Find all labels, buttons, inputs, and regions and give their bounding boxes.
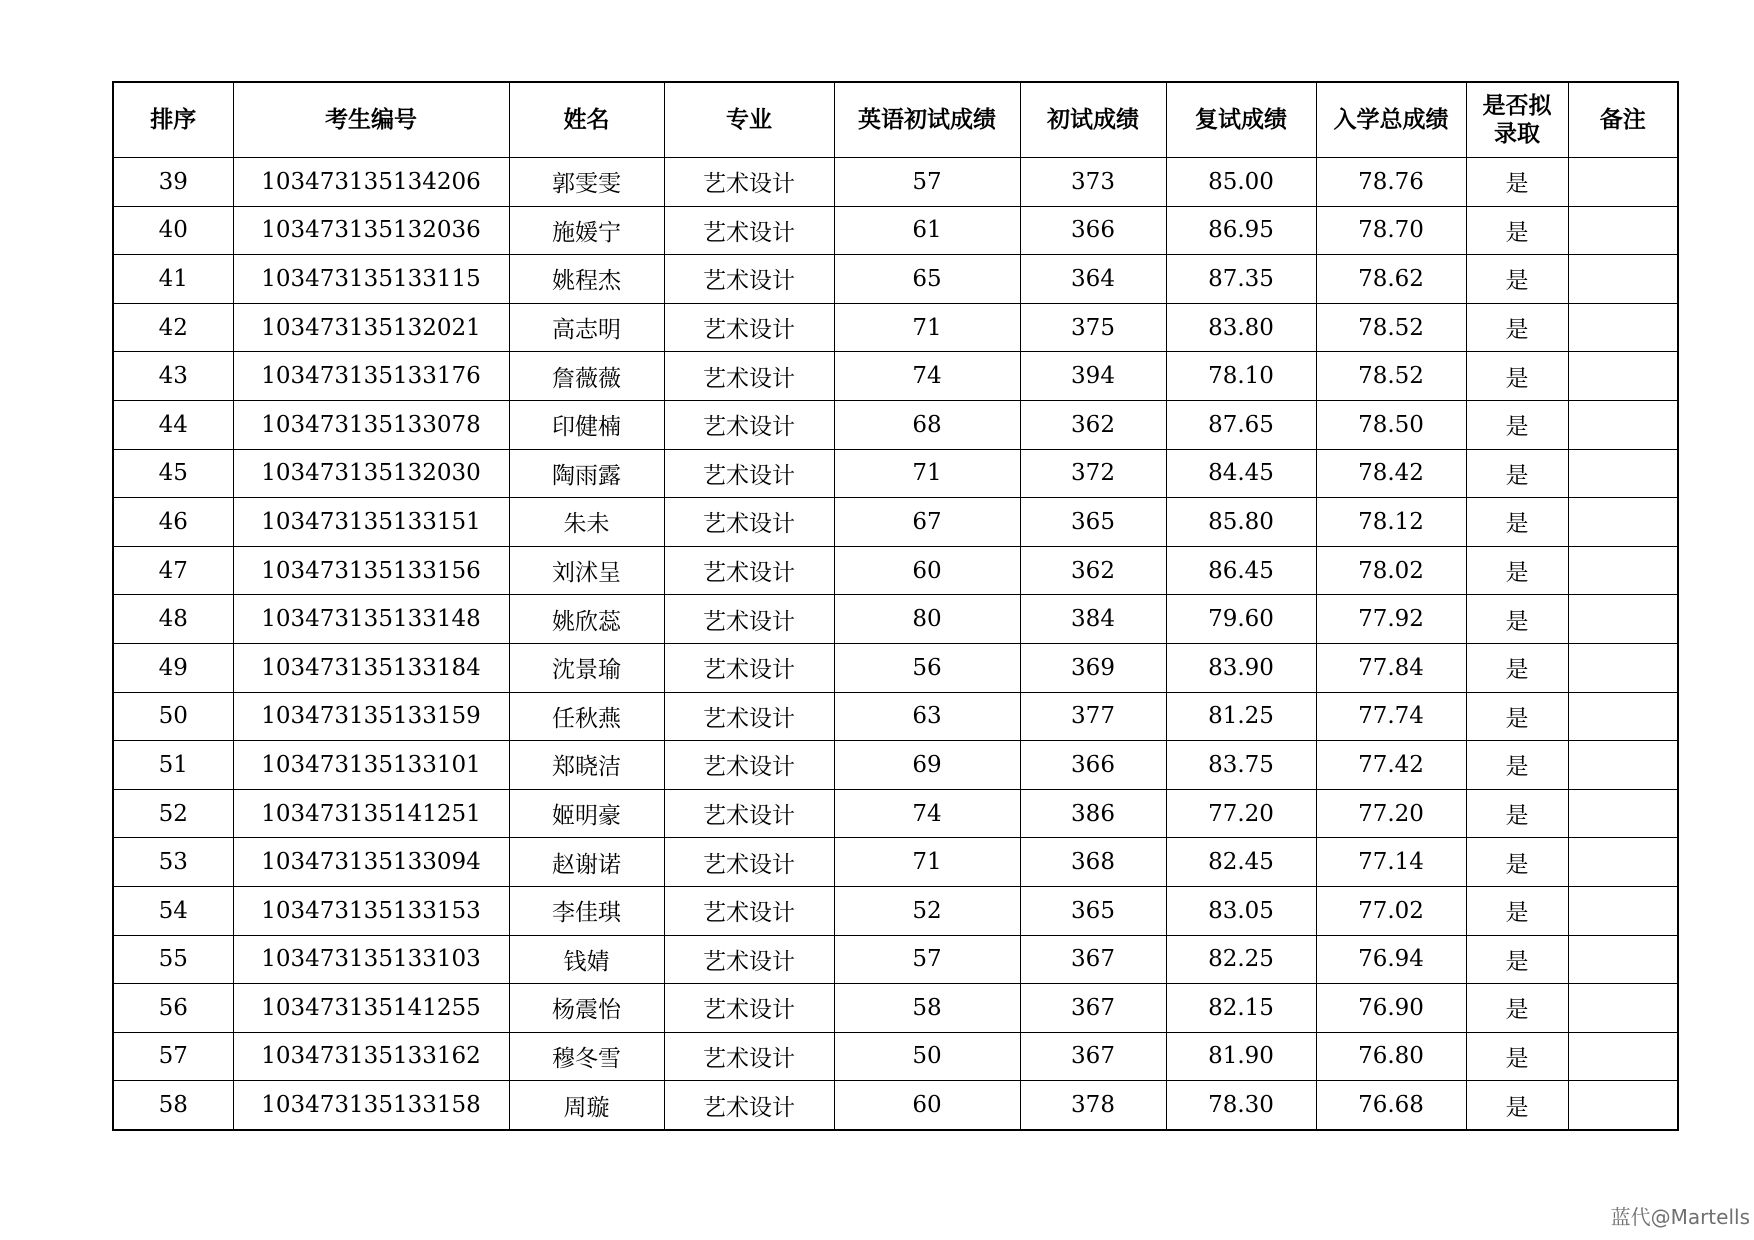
cell-name: 姬明豪 (509, 789, 664, 838)
cell-english-prelim: 74 (834, 352, 1020, 401)
cell-rank: 52 (113, 789, 233, 838)
cell-retest: 81.25 (1166, 692, 1316, 741)
cell-english-prelim: 63 (834, 692, 1020, 741)
cell-english-prelim: 50 (834, 1032, 1020, 1081)
cell-remark (1568, 789, 1678, 838)
cell-major: 艺术设计 (664, 546, 834, 595)
cell-retest: 87.65 (1166, 400, 1316, 449)
cell-exam-id: 103473135133148 (233, 595, 509, 644)
table-row (113, 595, 1678, 644)
header-total: 入学总成绩 (1316, 82, 1466, 158)
cell-retest: 83.75 (1166, 741, 1316, 790)
cell-admit: 是 (1466, 935, 1568, 984)
cell-retest: 83.05 (1166, 886, 1316, 935)
table-row (113, 741, 1678, 790)
cell-exam-id: 103473135133101 (233, 741, 509, 790)
table-row (113, 789, 1678, 838)
cell-remark (1568, 303, 1678, 352)
watermark: 蓝代@Martells (1610, 1205, 1750, 1229)
cell-total: 78.42 (1316, 449, 1466, 498)
cell-major: 艺术设计 (664, 838, 834, 887)
cell-exam-id: 103473135133151 (233, 498, 509, 547)
cell-retest: 83.90 (1166, 643, 1316, 692)
cell-prelim: 373 (1020, 158, 1166, 207)
cell-prelim: 394 (1020, 352, 1166, 401)
cell-name: 任秋燕 (509, 692, 664, 741)
cell-remark (1568, 1081, 1678, 1130)
cell-rank: 46 (113, 498, 233, 547)
cell-name: 李佳琪 (509, 886, 664, 935)
cell-total: 76.94 (1316, 935, 1466, 984)
cell-remark (1568, 1032, 1678, 1081)
cell-total: 76.68 (1316, 1081, 1466, 1130)
cell-remark (1568, 935, 1678, 984)
cell-admit: 是 (1466, 546, 1568, 595)
cell-rank: 42 (113, 303, 233, 352)
cell-prelim: 369 (1020, 643, 1166, 692)
cell-exam-id: 103473135133078 (233, 400, 509, 449)
table-row (113, 206, 1678, 255)
cell-english-prelim: 74 (834, 789, 1020, 838)
cell-admit: 是 (1466, 498, 1568, 547)
cell-rank: 49 (113, 643, 233, 692)
header-remark: 备注 (1568, 82, 1678, 158)
table-header-row (113, 82, 1678, 158)
cell-remark (1568, 449, 1678, 498)
table-row (113, 838, 1678, 887)
cell-remark (1568, 498, 1678, 547)
cell-retest: 84.45 (1166, 449, 1316, 498)
cell-exam-id: 103473135132021 (233, 303, 509, 352)
cell-admit: 是 (1466, 400, 1568, 449)
cell-major: 艺术设计 (664, 303, 834, 352)
header-retest: 复试成绩 (1166, 82, 1316, 158)
cell-rank: 54 (113, 886, 233, 935)
cell-total: 78.70 (1316, 206, 1466, 255)
table-row (113, 303, 1678, 352)
cell-major: 艺术设计 (664, 643, 834, 692)
cell-exam-id: 103473135133156 (233, 546, 509, 595)
cell-rank: 40 (113, 206, 233, 255)
cell-english-prelim: 71 (834, 303, 1020, 352)
cell-total: 77.20 (1316, 789, 1466, 838)
cell-remark (1568, 886, 1678, 935)
cell-retest: 82.45 (1166, 838, 1316, 887)
table-body (113, 158, 1678, 1130)
cell-major: 艺术设计 (664, 206, 834, 255)
header-major: 专业 (664, 82, 834, 158)
cell-total: 78.52 (1316, 303, 1466, 352)
cell-name: 郑晓洁 (509, 741, 664, 790)
cell-english-prelim: 52 (834, 886, 1020, 935)
header-prelim: 初试成绩 (1020, 82, 1166, 158)
cell-remark (1568, 692, 1678, 741)
table-row (113, 643, 1678, 692)
cell-remark (1568, 206, 1678, 255)
cell-major: 艺术设计 (664, 935, 834, 984)
cell-rank: 50 (113, 692, 233, 741)
cell-remark (1568, 158, 1678, 207)
cell-exam-id: 103473135134206 (233, 158, 509, 207)
cell-exam-id: 103473135133162 (233, 1032, 509, 1081)
cell-name: 郭雯雯 (509, 158, 664, 207)
cell-english-prelim: 56 (834, 643, 1020, 692)
cell-total: 76.80 (1316, 1032, 1466, 1081)
cell-retest: 78.30 (1166, 1081, 1316, 1130)
cell-admit: 是 (1466, 692, 1568, 741)
cell-major: 艺术设计 (664, 352, 834, 401)
cell-prelim: 366 (1020, 206, 1166, 255)
cell-retest: 81.90 (1166, 1032, 1316, 1081)
cell-name: 姚程杰 (509, 255, 664, 304)
cell-exam-id: 103473135133184 (233, 643, 509, 692)
cell-rank: 41 (113, 255, 233, 304)
cell-rank: 48 (113, 595, 233, 644)
cell-english-prelim: 71 (834, 838, 1020, 887)
cell-prelim: 377 (1020, 692, 1166, 741)
cell-remark (1568, 741, 1678, 790)
cell-english-prelim: 67 (834, 498, 1020, 547)
table-row (113, 886, 1678, 935)
cell-remark (1568, 838, 1678, 887)
cell-major: 艺术设计 (664, 886, 834, 935)
cell-major: 艺术设计 (664, 1081, 834, 1130)
cell-admit: 是 (1466, 789, 1568, 838)
cell-english-prelim: 68 (834, 400, 1020, 449)
cell-major: 艺术设计 (664, 498, 834, 547)
cell-english-prelim: 61 (834, 206, 1020, 255)
table-row (113, 449, 1678, 498)
cell-rank: 56 (113, 984, 233, 1033)
cell-exam-id: 103473135141251 (233, 789, 509, 838)
cell-retest: 82.15 (1166, 984, 1316, 1033)
cell-prelim: 362 (1020, 546, 1166, 595)
cell-admit: 是 (1466, 643, 1568, 692)
table-row (113, 158, 1678, 207)
cell-major: 艺术设计 (664, 400, 834, 449)
cell-prelim: 365 (1020, 498, 1166, 547)
cell-retest: 82.25 (1166, 935, 1316, 984)
cell-admit: 是 (1466, 449, 1568, 498)
cell-name: 印健楠 (509, 400, 664, 449)
cell-major: 艺术设计 (664, 789, 834, 838)
cell-name: 刘沭呈 (509, 546, 664, 595)
cell-total: 77.74 (1316, 692, 1466, 741)
cell-name: 陶雨露 (509, 449, 664, 498)
cell-name: 施媛宁 (509, 206, 664, 255)
cell-exam-id: 103473135141255 (233, 984, 509, 1033)
cell-admit: 是 (1466, 886, 1568, 935)
cell-rank: 53 (113, 838, 233, 887)
table-row (113, 498, 1678, 547)
cell-remark (1568, 546, 1678, 595)
table-row (113, 400, 1678, 449)
cell-name: 詹薇薇 (509, 352, 664, 401)
cell-prelim: 372 (1020, 449, 1166, 498)
cell-exam-id: 103473135133159 (233, 692, 509, 741)
cell-admit: 是 (1466, 741, 1568, 790)
cell-rank: 55 (113, 935, 233, 984)
cell-remark (1568, 352, 1678, 401)
cell-name: 朱未 (509, 498, 664, 547)
cell-retest: 85.00 (1166, 158, 1316, 207)
cell-exam-id: 103473135133176 (233, 352, 509, 401)
table-row (113, 1032, 1678, 1081)
cell-remark (1568, 595, 1678, 644)
cell-rank: 45 (113, 449, 233, 498)
header-exam-id: 考生编号 (233, 82, 509, 158)
table-row (113, 692, 1678, 741)
cell-prelim: 378 (1020, 1081, 1166, 1130)
cell-total: 78.50 (1316, 400, 1466, 449)
cell-rank: 51 (113, 741, 233, 790)
cell-admit: 是 (1466, 984, 1568, 1033)
cell-exam-id: 103473135132030 (233, 449, 509, 498)
cell-name: 沈景瑜 (509, 643, 664, 692)
cell-retest: 86.45 (1166, 546, 1316, 595)
cell-total: 78.62 (1316, 255, 1466, 304)
cell-rank: 47 (113, 546, 233, 595)
cell-major: 艺术设计 (664, 595, 834, 644)
cell-retest: 87.35 (1166, 255, 1316, 304)
cell-total: 77.14 (1316, 838, 1466, 887)
header-rank: 排序 (113, 82, 233, 158)
cell-rank: 44 (113, 400, 233, 449)
cell-exam-id: 103473135133094 (233, 838, 509, 887)
table-row (113, 255, 1678, 304)
cell-total: 78.76 (1316, 158, 1466, 207)
cell-remark (1568, 984, 1678, 1033)
cell-prelim: 386 (1020, 789, 1166, 838)
cell-admit: 是 (1466, 1081, 1568, 1130)
cell-prelim: 364 (1020, 255, 1166, 304)
cell-retest: 83.80 (1166, 303, 1316, 352)
cell-retest: 78.10 (1166, 352, 1316, 401)
cell-admit: 是 (1466, 1032, 1568, 1081)
cell-prelim: 367 (1020, 984, 1166, 1033)
cell-major: 艺术设计 (664, 1032, 834, 1081)
cell-major: 艺术设计 (664, 158, 834, 207)
cell-english-prelim: 69 (834, 741, 1020, 790)
header-admit: 是否拟录取 (1466, 82, 1568, 158)
table-row (113, 935, 1678, 984)
cell-admit: 是 (1466, 595, 1568, 644)
cell-total: 78.52 (1316, 352, 1466, 401)
cell-total: 78.12 (1316, 498, 1466, 547)
cell-total: 77.42 (1316, 741, 1466, 790)
cell-total: 76.90 (1316, 984, 1466, 1033)
cell-retest: 77.20 (1166, 789, 1316, 838)
cell-english-prelim: 58 (834, 984, 1020, 1033)
table-row (113, 1081, 1678, 1130)
cell-admit: 是 (1466, 352, 1568, 401)
cell-rank: 57 (113, 1032, 233, 1081)
admission-score-table (112, 81, 1679, 1131)
cell-major: 艺术设计 (664, 692, 834, 741)
cell-english-prelim: 80 (834, 595, 1020, 644)
cell-english-prelim: 57 (834, 158, 1020, 207)
cell-name: 姚欣蕊 (509, 595, 664, 644)
cell-name: 周璇 (509, 1081, 664, 1130)
cell-admit: 是 (1466, 206, 1568, 255)
cell-major: 艺术设计 (664, 449, 834, 498)
cell-retest: 85.80 (1166, 498, 1316, 547)
cell-english-prelim: 57 (834, 935, 1020, 984)
cell-name: 赵谢诺 (509, 838, 664, 887)
cell-english-prelim: 60 (834, 546, 1020, 595)
cell-admit: 是 (1466, 158, 1568, 207)
table-row (113, 352, 1678, 401)
cell-prelim: 366 (1020, 741, 1166, 790)
cell-total: 77.02 (1316, 886, 1466, 935)
cell-retest: 86.95 (1166, 206, 1316, 255)
cell-remark (1568, 255, 1678, 304)
cell-remark (1568, 400, 1678, 449)
cell-exam-id: 103473135133158 (233, 1081, 509, 1130)
cell-remark (1568, 643, 1678, 692)
cell-rank: 58 (113, 1081, 233, 1130)
cell-rank: 39 (113, 158, 233, 207)
cell-total: 77.84 (1316, 643, 1466, 692)
cell-prelim: 362 (1020, 400, 1166, 449)
header-english-prelim: 英语初试成绩 (834, 82, 1020, 158)
table-row (113, 984, 1678, 1033)
cell-english-prelim: 60 (834, 1081, 1020, 1130)
cell-prelim: 367 (1020, 1032, 1166, 1081)
cell-major: 艺术设计 (664, 255, 834, 304)
cell-name: 钱婧 (509, 935, 664, 984)
cell-exam-id: 103473135133153 (233, 886, 509, 935)
cell-name: 杨震怡 (509, 984, 664, 1033)
header-name: 姓名 (509, 82, 664, 158)
cell-prelim: 367 (1020, 935, 1166, 984)
table-row (113, 546, 1678, 595)
cell-prelim: 365 (1020, 886, 1166, 935)
cell-retest: 79.60 (1166, 595, 1316, 644)
cell-prelim: 384 (1020, 595, 1166, 644)
cell-exam-id: 103473135133115 (233, 255, 509, 304)
cell-admit: 是 (1466, 255, 1568, 304)
cell-prelim: 368 (1020, 838, 1166, 887)
cell-english-prelim: 65 (834, 255, 1020, 304)
cell-exam-id: 103473135133103 (233, 935, 509, 984)
cell-prelim: 375 (1020, 303, 1166, 352)
cell-major: 艺术设计 (664, 984, 834, 1033)
cell-exam-id: 103473135132036 (233, 206, 509, 255)
cell-name: 穆冬雪 (509, 1032, 664, 1081)
cell-major: 艺术设计 (664, 741, 834, 790)
cell-total: 78.02 (1316, 546, 1466, 595)
cell-admit: 是 (1466, 838, 1568, 887)
cell-total: 77.92 (1316, 595, 1466, 644)
cell-rank: 43 (113, 352, 233, 401)
cell-english-prelim: 71 (834, 449, 1020, 498)
cell-admit: 是 (1466, 303, 1568, 352)
cell-name: 高志明 (509, 303, 664, 352)
